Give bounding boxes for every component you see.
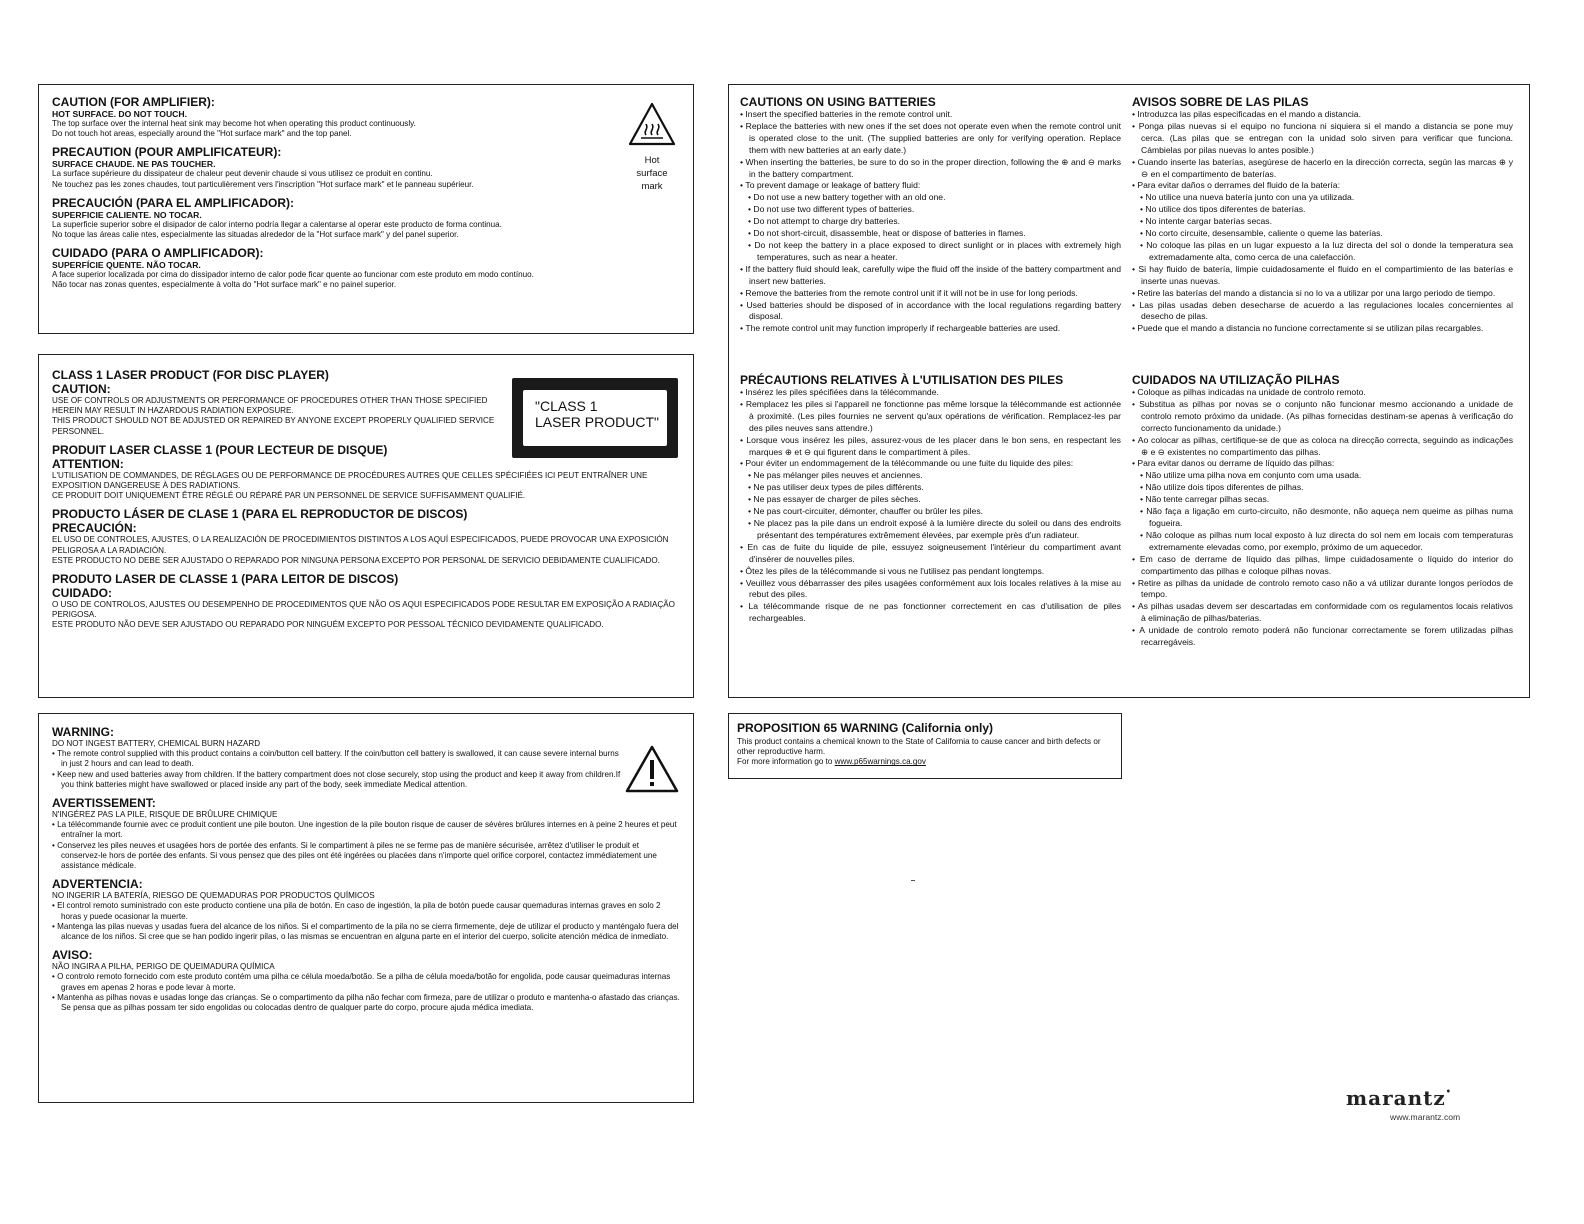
- laser-label-line: "CLASS 1: [535, 398, 598, 414]
- amp-pt-line: A face superior localizada por cima do dissipador interno de calor pode ficar quente ao funcionar com este produto em modo contínuo.: [52, 270, 534, 280]
- batt-pt-item: • Retire as pilhas da unidade de controlo remoto caso não a vá utilizar durante longos períodos de tempo.: [1132, 578, 1513, 602]
- batt-fr-item: • Insérez les piles spécifiées dans la télécommande.: [740, 387, 1121, 399]
- prop65-title: PROPOSITION 65 WARNING (California only): [737, 721, 994, 735]
- batt-es-item: • Si hay fluido de batería, limpie cuidadosamente el fluido en el compartimiento de las baterías e inserte unas nuevas.: [1132, 264, 1513, 288]
- laser-fr-line: L'UTILISATION DE COMMANDES, DE RÉGLAGES OU DE PERFORMANCE DE PROCÉDURES AUTRES QUE CELLES SPÉCIFIÉES ICI PEUT ENTRAÎNER UNE EXPOSITION DANGEREUSE À DES RADIATIONS.: [52, 470, 648, 491]
- laser-fr-title: PRODUIT LASER CLASSE 1 (POUR LECTEUR DE DISQUE): [52, 442, 388, 457]
- warn-fr-title: AVERTISSEMENT:: [52, 796, 156, 811]
- laser-pt-line: O USO DE CONTROLOS, AJUSTES OU DESEMPENHO DE PROCEDIMENTOS QUE NÃO OS AQUI ESPECIFICADOS PODE RESULTAR EM EXPOSIÇÃO A RADIAÇÃO PERIGOSA.: [52, 600, 675, 620]
- laser-en-title: CLASS 1 LASER PRODUCT (FOR DISC PLAYER): [52, 368, 329, 382]
- batt-en-item: • Replace the batteries with new ones if the set does not operate even when the remote control unit is operated close to the unit. (The supplied batteries are only for verifying operation. Replace them with new batteries at an early date.): [740, 121, 1121, 157]
- batt-pt-item: • Ao colocar as pilhas, certifique-se de que as coloca na direcção correcta, seguindo as indicações ⊕ e ⊖ existentes no compartimento das pilhas.: [1132, 435, 1513, 459]
- class1-laser-label: [512, 378, 678, 458]
- warn-pt-bullet: • O controlo remoto fornecido com este produto contém uma pilha ce célula moeda/botão. Se a pilha de célula moeda/botão for engolida, pode causar queimaduras internas graves em apenas 2 horas e pode levar à morte.: [52, 972, 680, 992]
- laser-es-line: ESTE PRODUCTO NO DEBE SER AJUSTADO O REPARADO POR NINGUNA PERSONA EXCEPTO POR PERSONAL DE SERVICIO DEBIDAMENTE CUALIFICADO.: [52, 555, 660, 565]
- batt-fr-item: • Remplacez les piles si l'appareil ne fonctionne pas même lorsque la télécommande est actionnée à proximité. (Les piles fournies ne servent qu'aux opérations de vérification. Remplacez-les par des piles neuves sans attendre.): [740, 399, 1121, 435]
- laser-pt-caution: CUIDADO:: [52, 586, 112, 601]
- amp-fr-sub: SURFACE CHAUDE. NE PAS TOUCHER.: [52, 159, 216, 170]
- hot-surface-icon: [627, 101, 677, 147]
- batt-fr-item: • Lorsque vous insérez les piles, assurez-vous de les placer dans le bon sens, en respectant les marques ⊕ et ⊖ qui figurent dans le compartiment à piles.: [740, 435, 1121, 459]
- warn-en-bullet: • Keep new and used batteries away from children. If the battery compartment does not close securely, stop using the product and keep it away from children.If you think batteries might have swallowed or placed inside any part of the body, seek immediate Medical attention.: [52, 770, 621, 790]
- hot-mark-label: Hot: [644, 155, 660, 166]
- warn-en-sub: DO NOT INGEST BATTERY, CHEMICAL BURN HAZARD: [52, 739, 261, 748]
- amp-fr-title: PRECAUTION (POUR AMPLIFICATEUR):: [52, 145, 282, 160]
- amp-fr-line: La surface supérieure du dissipateur de chaleur peut devenir chaude si vous utilisez ce produit en continu.: [52, 169, 433, 179]
- batteries-es-column: [1132, 95, 1513, 335]
- batt-fr-subitem: • Ne pas mélanger piles neuves et anciennes.: [740, 470, 1121, 482]
- laser-fr-line: CE PRODUIT DOIT UNIQUEMENT ÊTRE RÉGLÉ OU RÉPARÉ PAR UN PERSONNEL DE SERVICE SUFFISAMMENT QUALIFIÉ.: [52, 491, 526, 501]
- batteries-fr-column: [740, 373, 1121, 625]
- laser-en-caution: CAUTION:: [52, 382, 111, 396]
- warn-en-bullet: • The remote control supplied with this product contains a coin/button cell battery. If the coin/button cell battery is swallowed, it can cause severe internal burns in just 2 hours and can lead to death.: [52, 749, 621, 769]
- warn-es-bullet: • El control remoto suministrado con este producto contiene una pila de botón. En caso de ingestión, la pila de botón puede causar quemaduras internas graves en solo 2 horas y puede ocasionar la muerte.: [52, 901, 680, 921]
- batt-fr-item: • Veuillez vous débarrasser des piles usagées conformément aux lois locales relatives à la mise au rebut des piles.: [740, 578, 1121, 602]
- batt-es-item: • Introduzca las pilas especificadas en el mando a distancia.: [1132, 109, 1513, 121]
- brand-url: www.marantz.com: [1390, 1112, 1461, 1122]
- batt-fr-subitem: • Ne placez pas la pile dans un endroit exposé à la lumière directe du soleil ou dans des endroits présentant des températures extrêmement élevées, par exemple près d'un radiateur.: [740, 518, 1121, 542]
- amp-es-line: La superficie superior sobre el disipador de calor interno podría llegar a calentarse al operar este producto de forma continua.: [52, 219, 502, 229]
- prop65-link[interactable]: www.p65warnings.ca.gov: [834, 757, 926, 767]
- batt-en-title: CAUTIONS ON USING BATTERIES: [740, 95, 936, 109]
- batt-es-item: • Cuando inserte las baterías, asegúrese de hacerlo en la dirección correcta, según las marcas ⊕ y ⊖ en el compartimento de baterías.: [1132, 157, 1513, 181]
- battery-cautions-box: [728, 84, 1530, 698]
- batt-es-item: • Retire las baterías del mando a distancia si no lo va a utilizar por una largo periodo de tiempo.: [1132, 288, 1513, 300]
- battery-warning-box: [38, 713, 694, 1103]
- batt-es-title: AVISOS SOBRE DE LAS PILAS: [1132, 95, 1309, 109]
- warn-fr-sub: N'INGÉREZ PAS LA PILE, RISQUE DE BRÛLURE CHIMIQUE: [52, 810, 278, 820]
- amp-es-sub: SUPERFICIE CALIENTE. NO TOCAR.: [52, 209, 202, 220]
- batt-en-subitem: • Do not short-circuit, disassemble, heat or dispose of batteries in flames.: [740, 228, 1121, 240]
- batt-pt-subitem: • Não tente carregar pilhas secas.: [1132, 494, 1513, 506]
- warn-pt-sub: NÃO INGIRA A PILHA, PERIGO DE QUEIMADURA QUÍMICA: [52, 962, 275, 972]
- amp-pt-sub: SUPERFÍCIE QUENTE. NÃO TOCAR.: [52, 260, 201, 271]
- batt-es-subitem: • No coloque las pilas en un lugar expuesto a la luz directa del sol o donde la temperatura sea extremadamente alta, como cerca de una calefacción.: [1132, 240, 1513, 264]
- warn-fr-bullet: • Conservez les piles neuves et usagées hors de portée des enfants. Si le compartiment à piles ne se ferme pas de manière sécurisée, arrêtez d'utiliser le produit et conservez-le hors de portée des enfants. Si vous pensez que des piles ont été ingérées ou placées dans n'importe quel orifice corporel, contactez immédiatement une assistance médicale.: [52, 841, 680, 872]
- batt-es-item: • Las pilas usadas deben desecharse de acuerdo a las regulaciones locales concernientes al desecho de pilas.: [1132, 300, 1513, 324]
- batt-es-subitem: • No intente cargar baterías secas.: [1132, 216, 1513, 228]
- batt-en-item: • The remote control unit may function improperly if rechargeable batteries are used.: [740, 323, 1121, 335]
- batt-pt-subitem: • Não utilize uma pilha nova em conjunto com uma usada.: [1132, 470, 1513, 482]
- batt-en-item: • To prevent damage or leakage of battery fluid:: [740, 180, 1121, 192]
- marantz-logo-text: marantz: [1346, 1086, 1446, 1110]
- amp-es-line: No toque las áreas calie ntes, especialmente las situadas alrededor de la "Hot surface mark" y del panel superior.: [52, 230, 459, 240]
- warn-es-title: ADVERTENCIA:: [52, 877, 143, 892]
- batt-fr-subitem: • Ne pas court-circuiter, démonter, chauffer ou brûler les piles.: [740, 506, 1121, 518]
- batt-fr-subitem: • Ne pas utiliser deux types de piles différents.: [740, 482, 1121, 494]
- hot-mark-label: surface: [636, 168, 668, 179]
- warn-fr-bullet: • La télécommande fournie avec ce produit contient une pile bouton. Une ingestion de la pile bouton risque de causer de sévères brûlures internes en à peine 2 heures et peut entraîner la mort.: [52, 820, 680, 840]
- batt-pt-title: CUIDADOS NA UTILIZAÇÃO PILHAS: [1132, 373, 1340, 387]
- laser-es-title: PRODUCTO LÁSER DE CLASE 1 (PARA EL REPRODUCTOR DE DISCOS): [52, 507, 468, 522]
- warn-pt-bullet: • Mantenha as pilhas novas e usadas longe das crianças. Se o compartimento da pilha não fechar com firmeza, pare de utilizar o produto e mantenha-o afastado das crianças. Se pensa que as pilhas possam ter sido engolidas ou colocadas dentro de qualquer parte do corpo, procure ajuda médica imediata.: [52, 993, 680, 1013]
- warn-es-bullet: • Mantenga las pilas nuevas y usadas fuera del alcance de los niños. Si el compartimento de la pila no se cierra firmemente, deje de utilizar el producto y manténgalo fuera del alcance de los niños. Si cree que se han podido ingerir pilas, o las mismas se encuentran en alguna parte en el interior del cuerpo, solicite atención médica de inmediato.: [52, 922, 680, 942]
- batt-pt-item: • Coloque as pilhas indicadas na unidade de controlo remoto.: [1132, 387, 1513, 399]
- batteries-pt-column: [1132, 373, 1513, 649]
- prop65-more-info: [737, 757, 1113, 767]
- batt-en-subitem: • Do not use two different types of batteries.: [740, 204, 1121, 216]
- batt-pt-subitem: • Não faça a ligação em curto-circuito, não desmonte, não aqueça nem queime as pilhas numa fogueira.: [1132, 506, 1513, 530]
- stray-mark: [911, 880, 915, 881]
- laser-fr-caution: ATTENTION:: [52, 456, 124, 471]
- amp-pt-title: CUIDADO (PARA O AMPLIFICADOR):: [52, 246, 264, 261]
- batt-es-item: • Puede que el mando a distancia no funcione correctamente si se utilizan pilas recargables.: [1132, 323, 1513, 335]
- warn-pt-title: AVISO:: [52, 948, 93, 963]
- batt-pt-subitem: • Não utilize dois tipos diferentes de pilhas.: [1132, 482, 1513, 494]
- batt-fr-subitem: • Ne pas essayer de charger de piles sèches.: [740, 494, 1121, 506]
- batt-en-item: • Used batteries should be disposed of in accordance with the local regulations regarding battery disposal.: [740, 300, 1121, 324]
- batteries-en-column: [740, 95, 1121, 335]
- laser-en-line: THIS PRODUCT SHOULD NOT BE ADJUSTED OR REPAIRED BY ANYONE EXCEPT PROPERLY QUALIFIED SERVICE PERSONNEL.: [52, 416, 495, 436]
- warn-en-title: WARNING:: [52, 725, 114, 739]
- batt-es-subitem: • No utilice dos tipos diferentes de baterías.: [1132, 204, 1513, 216]
- batt-fr-item: • La télécommande risque de ne pas fonctionner correctement en cas d'utilisation de piles rechargeables.: [740, 601, 1121, 625]
- hot-mark-label: mark: [641, 181, 663, 192]
- batt-es-item: • Ponga pilas nuevas si el equipo no funciona ni siquiera si el mando a distancia se pone muy cerca. (Las pilas que se entregan con la unidad solo sirven para verificar que funciona. Cámbielas por pilas nuevas lo antes posible.): [1132, 121, 1513, 157]
- laser-pt-title: PRODUTO LASER DE CLASSE 1 (PARA LEITOR DE DISCOS): [52, 572, 399, 587]
- batt-en-subitem: • Do not attempt to charge dry batteries.: [740, 216, 1121, 228]
- prop65-more-prefix: For more information go to: [737, 757, 835, 767]
- batt-en-item: • When inserting the batteries, be sure to do so in the proper direction, following the ⊕ and ⊖ marks in the battery compartment.: [740, 157, 1121, 181]
- amp-es-title: PRECAUCIÓN (PARA EL AMPLIFICADOR):: [52, 195, 294, 210]
- batt-es-subitem: • No corto circuite, desensamble, caliente o queme las baterías.: [1132, 228, 1513, 240]
- batt-en-item: • If the battery fluid should leak, carefully wipe the fluid off the inside of the battery compartment and insert new batteries.: [740, 264, 1121, 288]
- batt-fr-title: PRÉCAUTIONS RELATIVES À L'UTILISATION DES PILES: [740, 373, 1064, 387]
- batt-pt-item: • As pilhas usadas devem ser descartadas em conformidade com os regulamentos locais relativos à eliminação de pilhas/baterias.: [1132, 601, 1513, 625]
- batt-en-subitem: • Do not use a new battery together with an old one.: [740, 192, 1121, 204]
- batt-pt-item: • Em caso de derrame de líquido das pilhas, limpe cuidadosamente o líquido do interior do compartimento das pilhas e coloque pilhas novas.: [1132, 554, 1513, 578]
- warn-es-sub: NO INGERIR LA BATERÍA, RIESGO DE QUEMADURAS POR PRODUCTOS QUÍMICOS: [52, 891, 375, 901]
- laser-es-caution: PRECAUCIÓN:: [52, 521, 137, 536]
- batt-es-item: • Para evitar daños o derrames del fluido de la batería:: [1132, 180, 1513, 192]
- batt-pt-subitem: • Não coloque as pilhas num local exposto à luz directa do sol nem em locais com temperaturas extremamente elevadas como, por exemplo, próximo de um aquecedor.: [1132, 530, 1513, 554]
- hot-surface-mark: [625, 101, 679, 193]
- laser-es-line: EL USO DE CONTROLES, AJUSTES, O LA REALIZACIÓN DE PROCEDIMIENTOS DISTINTOS A LOS AQUÍ ESPECIFICADOS, PUEDE PROVOCAR UNA EXPOSICIÓN PELIGROSA A LA RADIACIÓN.: [52, 535, 669, 555]
- batt-es-subitem: • No utilice una nueva batería junto con una ya utilizada.: [1132, 192, 1513, 204]
- marantz-logo: marantz•: [1346, 1086, 1452, 1110]
- prop65-text: This product contains a chemical known to the State of California to cause cancer and birth defects or other reproductive harm.: [737, 737, 1101, 757]
- batt-fr-item: • Ôtez les piles de la télécommande si vous ne l'utilisez pas pendant longtemps.: [740, 566, 1121, 578]
- laser-label-line: LASER PRODUCT": [535, 414, 659, 430]
- batt-pt-item: • Substitua as pilhas por novas se o conjunto não funcionar mesmo accionando a unidade de controlo remoto próximo da unidade. (As pilhas fornecidas destinam-se apenas à verificação do correcto funcionamento da unidade.): [1132, 399, 1513, 435]
- batt-fr-item: • En cas de fuite du liquide de pile, essuyez soigneusement l'intérieur du compartiment avant d'insérer de nouvelles piles.: [740, 542, 1121, 566]
- batt-en-item: • Insert the specified batteries in the remote control unit.: [740, 109, 1121, 121]
- amp-en-line: Do not touch hot areas, especially around the "Hot surface mark" and the top panel.: [52, 129, 352, 139]
- prop65-warning-box: [728, 713, 1122, 779]
- amp-fr-line: Ne touchez pas les zones chaudes, tout particulièrement vers l'inscription "Hot surface mark" et le panneau supérieur.: [52, 179, 474, 189]
- laser-en-line: USE OF CONTROLS OR ADJUSTMENTS OR PERFORMANCE OF PROCEDURES OTHER THAN THOSE SPECIFIED HEREIN MAY RESULT IN HAZARDOUS RADIATION EXPOSURE.: [52, 396, 488, 416]
- batt-en-item: • Remove the batteries from the remote control unit if it will not be in use for long periods.: [740, 288, 1121, 300]
- amplifier-caution-box: [38, 84, 694, 334]
- amp-en-sub: HOT SURFACE. DO NOT TOUCH.: [52, 109, 187, 119]
- amp-en-line: The top surface over the internal heat sink may become hot when operating this product continuously.: [52, 119, 416, 128]
- batt-pt-item: • Para evitar danos ou derrame de líquido das pilhas:: [1132, 458, 1513, 470]
- batt-fr-item: • Pour éviter un endommagement de la télécommande ou une fuite du liquide des piles:: [740, 458, 1121, 470]
- batt-pt-item: • A unidade de controlo remoto poderá não funcionar correctamente se forem utilizadas pilhas recarregáveis.: [1132, 625, 1513, 649]
- amp-en-title: CAUTION (FOR AMPLIFIER):: [52, 95, 215, 109]
- amp-pt-line: Não tocar nas zonas quentes, especialmente à volta do "Hot surface mark" e no painel superior.: [52, 280, 397, 290]
- laser-pt-line: ESTE PRODUTO NÃO DEVE SER AJUSTADO OU REPARADO POR NINGUÉM EXCEPTO POR PESSOAL TÉCNICO DEVIDAMENTE QUALIFICADO.: [52, 620, 604, 630]
- warning-triangle-icon: [624, 744, 680, 794]
- batt-en-subitem: • Do not keep the battery in a place exposed to direct sunlight or in places with extremely high temperatures, such as near a heater.: [740, 240, 1121, 264]
